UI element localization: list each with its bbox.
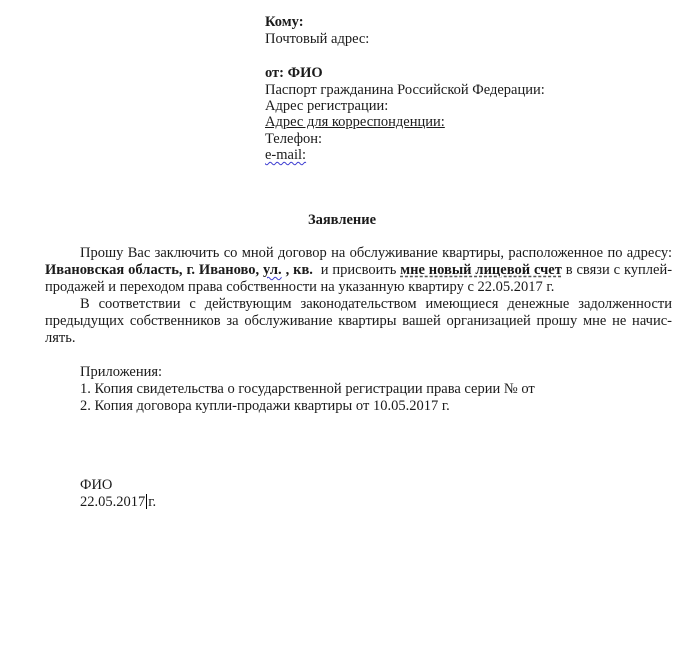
address-region: Ивановская область, г. Иваново,	[45, 262, 260, 278]
email-label: e-mail:	[265, 147, 307, 163]
document-title: Заявление	[307, 212, 377, 228]
registration-address-label: Адрес регистрации:	[265, 98, 389, 114]
new-account-text: мне новый лицевой счет	[400, 262, 562, 278]
address-street: ул.	[263, 262, 282, 278]
from-label: от: ФИО	[265, 65, 323, 81]
paragraph-1-line-3: продажей и переходом права собственности на указанную квартиру с 22.05.2017 г.	[45, 279, 555, 295]
to-label: Кому:	[265, 14, 304, 30]
signature-date: 22.05.2017	[80, 494, 146, 510]
attachments-label: Приложения:	[80, 364, 163, 380]
phone-label: Телефон:	[265, 131, 323, 147]
paragraph-1-line-2	[45, 262, 672, 279]
correspondence-address-label: Адрес для корреспонденции:	[265, 114, 445, 130]
postal-address-label: Почтовый адрес:	[265, 31, 370, 47]
signature-name: ФИО	[80, 477, 113, 493]
address-comma: ,	[281, 262, 290, 278]
attachment-item-1: 1. Копия свидетельства о государственной регистрации права серии № от	[80, 381, 535, 397]
paragraph-2-line-2: предыдущих собственников за обслуживание квартиры вашей организацией прошу мне не начис-	[45, 313, 672, 329]
paragraph-2-line-1: В соответствии с действующим законодательством имеющиеся денежные задолженности	[80, 296, 672, 312]
address-apartment: кв.	[293, 262, 313, 278]
attachment-item-2: 2. Копия договора купли-продажи квартиры от 10.05.2017 г.	[80, 398, 450, 414]
passport-label: Паспорт гражданина Российской Федерации:	[265, 82, 545, 98]
signature-date-line	[80, 494, 156, 511]
paragraph-1-mid: и присвоить	[320, 262, 397, 278]
paragraph-1-tail: в связи с куплей-	[565, 262, 673, 278]
signature-date-suffix: г.	[148, 494, 157, 510]
paragraph-2-line-3: лять.	[45, 330, 76, 346]
paragraph-1-line-1: Прошу Вас заключить со мной договор на обслуживание квартиры, расположенное по адресу:	[80, 245, 672, 261]
